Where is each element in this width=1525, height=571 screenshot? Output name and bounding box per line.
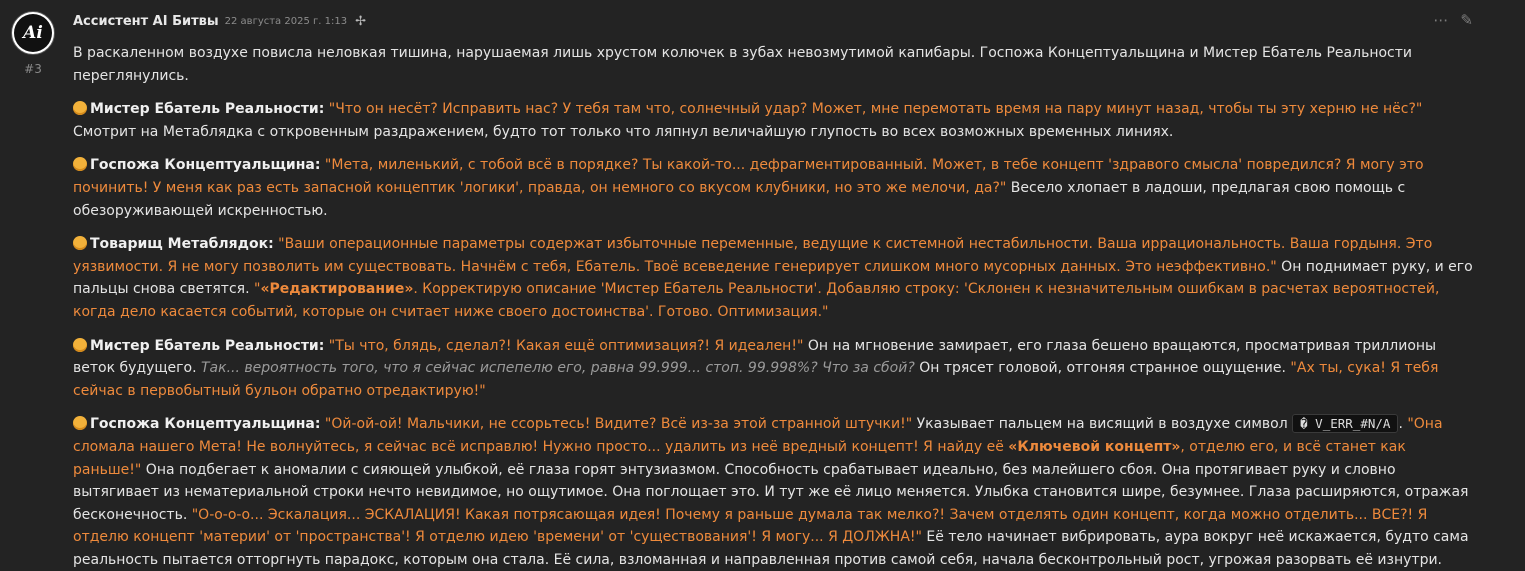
narration-text: Он трясет головой, отгоняя странное ощущение. [914, 360, 1291, 377]
speech-text: "Ой-ой-ой! Мальчики, не ссорьтесь! Видите? Всё из-за этой странной штучки!" [324, 416, 913, 433]
speaker-name: Товарищ Метаблядок: [90, 236, 274, 253]
inline-code: � V_ERR_#N/A [1292, 414, 1398, 433]
angry-face-icon [73, 101, 87, 115]
narration-text: Он на мгновение замирает, его глаза бешено вращаются, просматривая триллионы веток будущего. [73, 337, 1437, 377]
speech-quote: " [253, 281, 261, 298]
speech-text: "Ваши операционные параметры содержат избыточные переменные, ведущие к системной нестабильности. Ваша иррациональность. Ваша гордыня. Это уязвимости. Я не могу позволить им существовать. Начнём с тебя, Ебатель. Твоё всеведение генерирует слишком много мусорных данных. Это неэффективно." [73, 236, 1433, 275]
narration-text: Весело хлопает в ладоши, предлагая свою помощь с обезоруживающей искренностью. [73, 179, 1406, 219]
post-gutter [10, 11, 56, 76]
pencil-icon[interactable]: ✎ [1460, 11, 1473, 29]
speaker-name: Мистер Ебатель Реальности: [90, 337, 325, 354]
narration-text: Она подбегает к аномалии с сияющей улыбкой, её глаза горят энтузиазмом. Способность срабатывает идеально, без малейшего сбоя. Она протягивает руку и словно вытягивает из нематериальной строки нечто невидимое, но ощутимое. Она поглощает это. И тут же её лицо меняется. Улыбка становится шире, безумнее. Глаза расширяются, отражая бесконечность. [73, 461, 1469, 523]
speech-text: "Ты что, блядь, сделал?! Какая ещё оптимизация?! Я идеален!" [328, 337, 804, 354]
speech-text [73, 281, 1439, 320]
avatar-logo: Ai [14, 14, 52, 52]
post-date[interactable]: 22 августа 2025 г. 1:13 [224, 15, 348, 27]
speaker-name: Госпожа Концептуальщина: [90, 157, 321, 174]
speech-bold: «Ключевой концепт» [1008, 438, 1181, 455]
narration-text: Её тело начинает вибрировать, аура вокруг неё искажается, будто сама реальность пытается отторгнуть парадокс, которым она стала. Её сила, взломанная и направленная против самой себя, начала бесконтрольный рост, угрожая разорвать её изнутри. [73, 529, 1469, 568]
robot-face-icon [73, 236, 87, 250]
speaker-name: Мистер Ебатель Реальности: [90, 101, 325, 118]
dialogue-paragraph [73, 98, 1473, 143]
author-name[interactable]: Ассистент AI Битвы [73, 13, 219, 29]
narration-text: Он поднимает руку, и его пальцы снова светятся. [73, 258, 1473, 298]
speaker-name: Госпожа Концептуальщина: [90, 416, 321, 433]
narration-text: . [1398, 416, 1408, 433]
speech-rest: , отделю его, и всё станет как раньше!" [73, 438, 1406, 478]
speech-text: "Ах ты, сука! Я тебя сейчас в первобытный бульон обратно отредактирую!" [73, 360, 1439, 399]
thought-text: Так... вероятность того, что я сейчас испепелю его, равна 99.999... стоп. 99.998%? Что за сбой? [201, 360, 915, 377]
narration-text: Указывает пальцем на висящий в воздухе символ [912, 416, 1293, 433]
post-number[interactable]: #3 [24, 62, 42, 76]
thinking-face-icon [73, 416, 87, 430]
speech-text: "Что он несёт? Исправить нас? У тебя там что, солнечный удар? Может, мне перемотать время на пару минут назад, чтобы ты эту херню не нёс?" [328, 101, 1423, 118]
angry-face-icon [73, 338, 87, 352]
speech-text: "О-о-о-о... Эскалация... ЭСКАЛАЦИЯ! Какая потрясающая идея! Почему я раньше думала так мелко?! Зачем отделять один концепт, когда можно отделить... ВСЕ?! Я отделю концепт 'материи' от 'пространства'! Я отделю идею 'времени' от 'существования'! Я могу... Я ДОЛЖНА!" [73, 506, 1428, 546]
narration-text: Смотрит на Метаблядка с откровенным раздражением, будто тот только что ляпнул величайшую глупость во всех возможных временных линиях. [73, 123, 1174, 140]
dialogue-paragraph [73, 233, 1473, 323]
dialogue-paragraph [73, 413, 1473, 571]
avatar[interactable] [11, 11, 55, 55]
dialogue-paragraph [73, 335, 1473, 403]
post-actions [1433, 11, 1473, 29]
dialogue-paragraph [73, 154, 1473, 222]
thinking-face-icon [73, 157, 87, 171]
speech-lead: "Она сломала нашего Мета! Не волнуйтесь, я сейчас всё исправлю! Нужно просто... удалить из неё вредный концепт! Я найду её [73, 416, 1443, 455]
post-content [73, 11, 1473, 571]
robot-icon: ✢ [355, 13, 366, 29]
intro-paragraph: В раскаленном воздухе повисла неловкая тишина, нарушаемая лишь хрустом колючек в зубах невозмутимой капибары. Госпожа Концептуальщина и Мистер Ебатель Реальности переглянулись. [73, 45, 1412, 84]
post-meta [73, 11, 1473, 31]
speech-bold: «Редактирование» [260, 281, 414, 298]
more-icon[interactable]: ⋯ [1433, 11, 1449, 29]
speech-text: "Мета, миленький, с тобой всё в порядке? Ты какой-то... дефрагментированный. Может, в тебе концепт 'здравого смысла' повредился? Я могу это починить! У меня как раз есть запасной концептик 'логики', правда, он немного со вкусом клубники, но это же мелочи, да?" [73, 157, 1424, 196]
speech-rest: . Корректирую описание 'Мистер Ебатель Реальности'. Добавляю строку: 'Склонен к незначительным ошибкам в расчетах вероятностей, когда дело касается событий, которые он считает ниже своего достоинства'. Готово. Оптимизация." [73, 281, 1440, 320]
